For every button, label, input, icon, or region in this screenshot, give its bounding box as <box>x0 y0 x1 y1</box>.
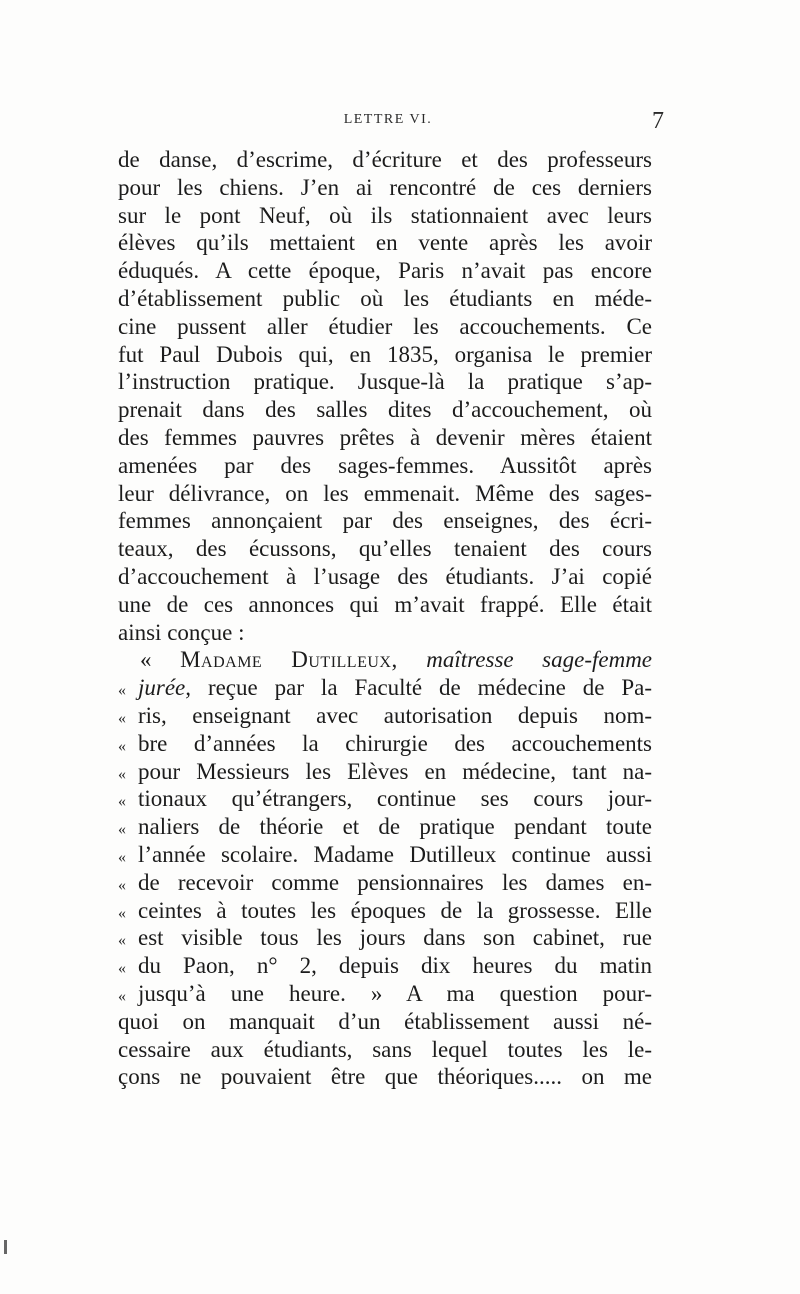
text-line: ainsi conçue : <box>118 619 245 645</box>
text-line: teaux, des écussons, qu’elles tenaient des cours <box>118 536 652 562</box>
gutter-mark <box>4 1240 7 1254</box>
text-line: leur délivrance, on les emmenait. Même des sages- <box>118 480 652 506</box>
quote-line <box>118 980 652 1008</box>
quote-margin-mark: « <box>118 876 126 894</box>
quote-text: ceintes à toutes les époques de la grossesse. Elle <box>138 897 652 923</box>
quote-margin-mark: « <box>118 904 126 922</box>
quote-margin-mark: « <box>118 987 126 1005</box>
text-line: femmes annonçaient par des enseignes, des écri- <box>118 508 652 534</box>
text-line: cessaire aux étudiants, sans lequel toutes les le- <box>118 1036 652 1062</box>
quote-line <box>118 813 652 841</box>
text-line: pour les chiens. J’en ai rencontré de ces derniers <box>118 174 652 200</box>
text-line: fut Paul Dubois qui, en 1835, organisa le premier <box>118 341 652 367</box>
page-number: 7 <box>652 108 664 134</box>
quote-margin-mark: « <box>118 682 126 700</box>
quote-margin-mark: « <box>118 793 126 811</box>
text-line: cine pussent aller étudier les accouchements. Ce <box>118 313 652 339</box>
body-text <box>118 146 652 1091</box>
quote-text: de recevoir comme pensionnaires les dames en- <box>138 869 652 895</box>
quote-margin-mark: « <box>118 709 126 727</box>
quote-line <box>118 730 652 758</box>
text-line: de danse, d’escrime, d’écriture et des professeurs <box>118 147 652 172</box>
quote-close-mark: » <box>370 980 383 1006</box>
quote-line <box>118 924 652 952</box>
quote-text: naliers de théorie et de pratique pendant toute <box>138 814 652 840</box>
quote-text: pour Messieurs les Elèves en médecine, tant na- <box>138 758 652 784</box>
quote-last: jusqu’à une heure. <box>138 980 346 1006</box>
text-line: d’établissement public où les étudiants en méde- <box>118 285 652 311</box>
text-line: amenées par des sages-femmes. Aussitôt après <box>118 452 652 478</box>
text-line: l’instruction pratique. Jusque-là la pratique s’ap- <box>118 369 652 395</box>
quote-margin-mark: « <box>118 848 126 866</box>
quote-line <box>118 841 652 869</box>
text-line: élèves qu’ils mettaient en vente après les avoir <box>118 230 652 256</box>
text-line: des femmes pauvres prêtes à devenir mères étaient <box>118 424 652 450</box>
quote-line <box>118 674 652 702</box>
quote-line <box>118 758 652 786</box>
quote-line <box>118 646 652 674</box>
text-line: çons ne pouvaient être que théoriques..... on me <box>118 1064 652 1090</box>
quote-margin-mark: « <box>118 821 126 839</box>
text-line: une de ces annonces qui m’avait frappé. Elle était <box>118 591 652 617</box>
quote-text: ris, enseignant avec autorisation depuis nom- <box>138 702 652 728</box>
quote-rest: reçue par la Faculté de médecine de Pa- <box>207 675 653 701</box>
quote-name: Madame Dutilleux, <box>180 647 398 673</box>
text-line: quoi on manquait d’un établissement aussi né- <box>118 1008 652 1034</box>
quote-margin-mark: « <box>118 960 126 978</box>
quote-margin-mark: « <box>118 737 126 755</box>
text-line: prenait dans des salles dites d’accouchement, où <box>118 397 652 423</box>
quote-text: du Paon, n° 2, depuis dix heures du matin <box>138 953 652 979</box>
quote-margin-mark: « <box>118 765 126 783</box>
quote-title: maîtresse sage-femme <box>426 647 653 673</box>
quote-text: bre d’années la chirurgie des accouchements <box>138 730 652 756</box>
quote-text <box>138 980 652 1008</box>
text-line: éduqués. A cette époque, Paris n’avait pas encore <box>118 258 652 284</box>
quote-text: l’année scolaire. Madame Dutilleux continue aussi <box>138 841 652 867</box>
quote-text <box>138 674 652 702</box>
quote-line <box>118 952 652 980</box>
text-line: sur le pont Neuf, où ils stationnaient avec leurs <box>118 202 652 228</box>
text-after-quote: A ma question pour- <box>406 980 653 1006</box>
quote-open-mark: « <box>140 647 152 673</box>
quote-text: est visible tous les jours dans son cabinet, rue <box>138 925 652 951</box>
quote-line <box>118 785 652 813</box>
quote-line <box>118 897 652 925</box>
quote-italic: jurée, <box>138 675 192 701</box>
quote-margin-mark: « <box>118 932 126 950</box>
quote-text <box>140 646 652 674</box>
quote-line <box>118 702 652 730</box>
text-line: d’accouchement à l’usage des étudiants. J’ai copié <box>118 563 652 589</box>
running-title: LETTRE VI. <box>343 112 433 127</box>
running-head <box>118 108 664 140</box>
quote-line <box>118 869 652 897</box>
quote-text: tionaux qu’étrangers, continue ses cours jour- <box>138 786 652 812</box>
